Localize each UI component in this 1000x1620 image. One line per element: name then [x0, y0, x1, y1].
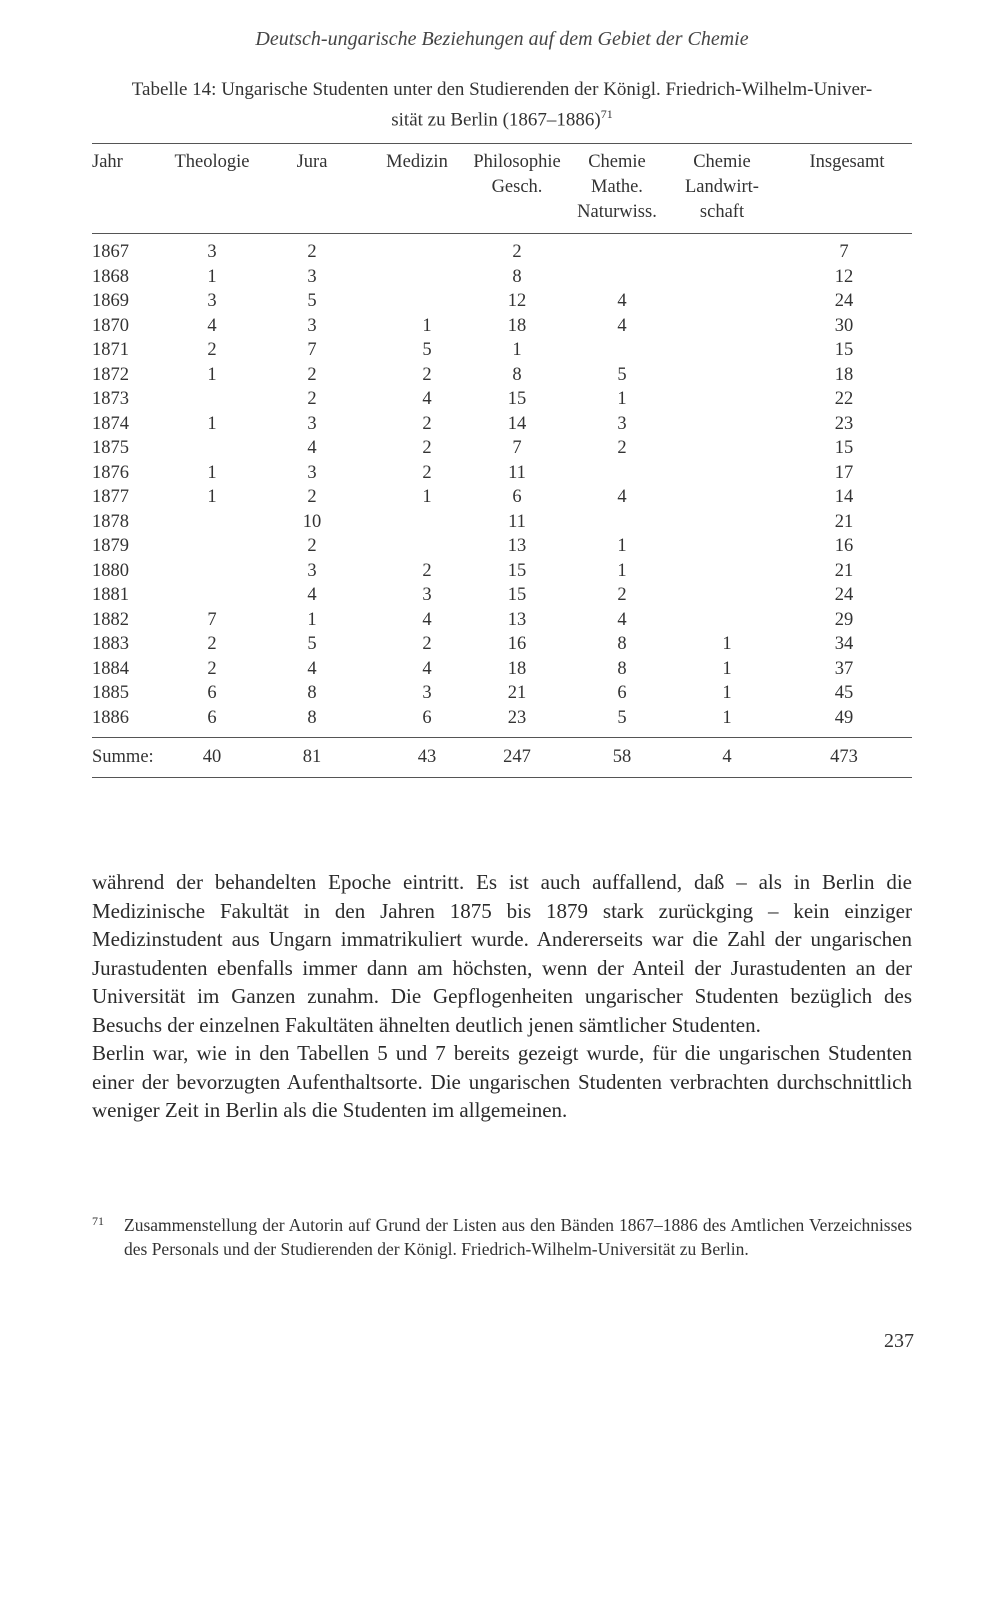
cell-theologie: 1	[207, 266, 217, 287]
table-row	[92, 681, 912, 706]
cell-philosophie: 15	[507, 560, 527, 581]
cell-theologie: 3	[207, 291, 217, 311]
cell-philosophie: 12	[507, 291, 527, 311]
cell-philosophie: 21	[507, 683, 527, 703]
sum-label: Summe:	[92, 747, 154, 767]
table-row	[92, 534, 912, 559]
footnote	[92, 1213, 912, 1261]
cell-jura: 3	[307, 413, 317, 434]
cell-insgesamt: 24	[834, 291, 854, 311]
cell-chemie-mathe: 1	[617, 389, 627, 409]
table-body	[92, 240, 912, 730]
cell-insgesamt: 45	[834, 683, 854, 703]
cell-jahr: 1886	[92, 707, 129, 728]
sum-row	[92, 745, 912, 770]
cell-jura: 2	[307, 389, 317, 409]
sum-philosophie: 247	[503, 747, 531, 767]
cell-theologie: 6	[207, 683, 217, 703]
table-row	[92, 559, 912, 584]
cell-insgesamt: 16	[834, 536, 854, 556]
header-theologie: Theologie	[174, 152, 250, 172]
cell-philosophie: 18	[507, 658, 527, 679]
body-paragraph-2: Berlin war, wie in den Tabellen 5 und 7 bereits gezeigt wurde, für die ungarischen Studenten einer der bevorzugten Aufenthaltsorte. Die ungarischen Studenten verbrachten durchschnittlich weniger Zeit in Berlin als die Studenten im allgemeinen.	[92, 1041, 912, 1122]
cell-chemie-mathe: 5	[617, 707, 627, 728]
cell-philosophie: 14	[507, 413, 527, 434]
cell-philosophie: 6	[512, 487, 522, 507]
cell-chemie-mathe: 1	[617, 560, 627, 581]
cell-jahr: 1873	[92, 389, 129, 409]
cell-jahr: 1885	[92, 683, 129, 703]
cell-chemie-mathe: 1	[617, 536, 627, 556]
cell-medizin: 2	[422, 560, 432, 581]
cell-insgesamt: 12	[834, 266, 854, 287]
cell-insgesamt: 15	[834, 340, 854, 360]
cell-theologie: 1	[207, 413, 217, 434]
cell-insgesamt: 21	[834, 511, 854, 532]
table-row	[92, 485, 912, 510]
cell-chemie-mathe: 3	[617, 413, 627, 434]
sum-insgesamt: 473	[830, 747, 858, 767]
cell-theologie: 1	[207, 364, 217, 385]
cell-chemie-mathe: 5	[617, 364, 627, 385]
cell-theologie: 1	[207, 487, 217, 507]
cell-medizin: 2	[422, 438, 432, 458]
cell-chemie-land: 1	[722, 658, 732, 679]
cell-insgesamt: 34	[834, 634, 854, 654]
cell-jahr: 1883	[92, 634, 129, 654]
cell-theologie: 1	[207, 462, 217, 483]
cell-chemie-mathe: 2	[617, 585, 627, 605]
cell-jahr: 1881	[92, 585, 129, 605]
table-row	[92, 510, 912, 535]
table-bottom-rule	[92, 777, 912, 778]
table-sum-rule	[92, 737, 912, 738]
caption-line-2-text: sität zu Berlin (1867–1886)	[391, 109, 601, 131]
cell-medizin: 4	[422, 658, 432, 679]
table-row	[92, 657, 912, 682]
cell-insgesamt: 18	[834, 364, 854, 385]
cell-jahr: 1869	[92, 291, 129, 311]
cell-jahr: 1872	[92, 364, 129, 385]
cell-jura: 5	[307, 291, 317, 311]
cell-insgesamt: 17	[834, 462, 854, 483]
cell-medizin: 2	[422, 413, 432, 434]
cell-philosophie: 7	[512, 438, 522, 458]
running-head: Deutsch-ungarische Beziehungen auf dem Gebiet der Chemie	[255, 28, 749, 50]
header-chemie-landwirtschaft	[672, 150, 772, 225]
cell-theologie: 4	[207, 315, 217, 336]
cell-chemie-mathe: 8	[617, 634, 627, 654]
cell-jahr: 1878	[92, 511, 129, 532]
cell-jahr: 1877	[92, 487, 129, 507]
cell-medizin: 6	[422, 707, 432, 728]
cell-chemie-land: 1	[722, 707, 732, 728]
cell-theologie: 2	[207, 340, 217, 360]
cell-philosophie: 11	[508, 462, 526, 483]
header-chemie-mathe-line-2: Mathe.	[591, 177, 643, 197]
cell-jahr: 1882	[92, 609, 129, 630]
table-row	[92, 314, 912, 339]
sum-theologie: 40	[202, 747, 222, 767]
cell-medizin: 1	[422, 487, 432, 507]
cell-jura: 8	[307, 683, 317, 703]
table-row	[92, 436, 912, 461]
cell-jura: 8	[307, 707, 317, 728]
cell-jahr: 1874	[92, 413, 129, 434]
table-row	[92, 265, 912, 290]
cell-medizin: 4	[422, 389, 432, 409]
cell-medizin: 4	[422, 609, 432, 630]
cell-philosophie: 8	[512, 364, 522, 385]
table-row	[92, 387, 912, 412]
cell-jahr: 1879	[92, 536, 129, 556]
cell-medizin: 3	[422, 585, 432, 605]
footnote-mark: 71	[92, 1214, 104, 1228]
table-header-rule	[92, 233, 912, 234]
header-medizin: Medizin	[386, 152, 448, 172]
cell-philosophie: 8	[512, 266, 522, 287]
header-philosophie	[462, 150, 572, 200]
sum-chemie-land: 4	[722, 747, 732, 767]
header-chemie-land-line-3: schaft	[699, 202, 745, 222]
header-philosophie-line-1: Philosophie	[473, 152, 561, 172]
cell-philosophie: 16	[507, 634, 527, 654]
cell-philosophie: 2	[512, 242, 522, 262]
cell-jura: 4	[307, 658, 317, 679]
table-row	[92, 363, 912, 388]
caption-line-1: Tabelle 14: Ungarische Studenten unter den Studierenden der Königl. Friedrich-Wilhelm-Univer-	[131, 79, 873, 100]
cell-jura: 3	[307, 462, 317, 483]
cell-jahr: 1871	[92, 340, 129, 360]
sum-jura: 81	[302, 747, 322, 767]
cell-theologie: 6	[207, 707, 217, 728]
body-text	[92, 868, 912, 1125]
cell-theologie: 2	[207, 658, 217, 679]
cell-philosophie: 11	[508, 511, 526, 532]
table-row	[92, 632, 912, 657]
cell-medizin: 1	[422, 315, 432, 336]
cell-chemie-mathe: 4	[617, 291, 627, 311]
cell-philosophie: 13	[507, 536, 527, 556]
cell-medizin: 5	[422, 340, 432, 360]
cell-philosophie: 15	[507, 389, 527, 409]
cell-insgesamt: 22	[834, 389, 854, 409]
table-row	[92, 608, 912, 633]
cell-chemie-land: 1	[722, 683, 732, 703]
header-jura: Jura	[296, 152, 328, 172]
table-sum-row	[92, 745, 912, 771]
cell-chemie-mathe: 4	[617, 609, 627, 630]
cell-jahr: 1875	[92, 438, 129, 458]
cell-medizin: 2	[422, 634, 432, 654]
caption-footnote-ref: 71	[600, 107, 613, 121]
cell-medizin: 2	[422, 364, 432, 385]
header-insgesamt: Insgesamt	[809, 152, 885, 172]
cell-insgesamt: 29	[834, 609, 854, 630]
cell-jura: 10	[302, 511, 322, 532]
cell-jura: 1	[307, 609, 317, 630]
cell-jura: 2	[307, 487, 317, 507]
cell-medizin: 3	[422, 683, 432, 703]
table-row	[92, 706, 912, 731]
table-row	[92, 289, 912, 314]
footnote-text: Zusammenstellung der Autorin auf Grund der Listen aus den Bänden 1867–1886 des Amtlichen Verzeichnisses des Personals und der Studierenden der Königl. Friedrich-Wilhelm-Universität zu Berlin.	[124, 1215, 912, 1259]
header-chemie-land-line-1: Chemie	[693, 152, 751, 172]
cell-jahr: 1867	[92, 242, 129, 262]
cell-philosophie: 23	[507, 707, 527, 728]
header-jahr: Jahr	[92, 152, 123, 172]
cell-jura: 2	[307, 536, 317, 556]
cell-jahr: 1868	[92, 266, 129, 287]
header-chemie-mathe-line-3: Naturwiss.	[577, 202, 657, 222]
cell-insgesamt: 15	[834, 438, 854, 458]
cell-insgesamt: 30	[834, 315, 854, 336]
cell-jahr: 1870	[92, 315, 129, 336]
cell-theologie: 3	[207, 242, 217, 262]
cell-insgesamt: 14	[834, 487, 854, 507]
sum-chemie-mathe: 58	[612, 747, 632, 767]
cell-jura: 2	[307, 242, 317, 262]
cell-chemie-mathe: 8	[617, 658, 627, 679]
cell-jura: 3	[307, 266, 317, 287]
page-number: 237	[884, 1330, 914, 1352]
table-row	[92, 240, 912, 265]
cell-insgesamt: 24	[834, 585, 854, 605]
cell-jura: 3	[307, 560, 317, 581]
cell-philosophie: 15	[507, 585, 527, 605]
cell-chemie-mathe: 4	[617, 315, 627, 336]
header-chemie-mathe	[567, 150, 667, 225]
cell-theologie: 2	[207, 634, 217, 654]
cell-philosophie: 13	[507, 609, 527, 630]
table-row	[92, 338, 912, 363]
cell-jura: 4	[307, 585, 317, 605]
cell-jura: 2	[307, 364, 317, 385]
table-row	[92, 412, 912, 437]
cell-philosophie: 18	[507, 315, 527, 336]
header-philosophie-line-2: Gesch.	[491, 177, 543, 197]
cell-insgesamt: 37	[834, 658, 854, 679]
cell-insgesamt: 23	[834, 413, 854, 434]
cell-chemie-mathe: 4	[617, 487, 627, 507]
cell-jura: 4	[307, 438, 317, 458]
cell-jura: 5	[307, 634, 317, 654]
table-row	[92, 583, 912, 608]
table-row	[92, 461, 912, 486]
cell-insgesamt: 21	[834, 560, 854, 581]
cell-jahr: 1884	[92, 658, 129, 679]
cell-chemie-land: 1	[722, 634, 732, 654]
table-caption	[92, 78, 912, 132]
body-paragraph-1: während der behandelten Epoche eintritt. Es ist auch auffallend, daß – als in Berlin die Medizinische Fakultät in den Jahren 1875 bis 1879 stark zurückging – kein einziger Medizinstudent aus Ungarn immatrikuliert wurde. Andererseits war die Zahl der ungarischen Jurastudenten ebenfalls immer dann am höchsten, wenn der Anteil der Jurastudenten an der Universität im Ganzen zunahm. Die Gepflogenheiten ungarischer Studenten bezüglich des Besuchs der einzelnen Fakultäten ähnelten deutlich jenen sämtlicher Studenten.	[92, 870, 912, 1037]
cell-medizin: 2	[422, 462, 432, 483]
table-top-rule	[92, 143, 912, 144]
cell-philosophie: 1	[512, 340, 522, 360]
cell-chemie-mathe: 6	[617, 683, 627, 703]
cell-insgesamt: 49	[834, 707, 854, 728]
cell-theologie: 7	[207, 609, 217, 630]
header-chemie-mathe-line-1: Chemie	[588, 152, 646, 172]
table-header	[92, 150, 912, 226]
sum-medizin: 43	[417, 747, 437, 767]
cell-insgesamt: 7	[839, 242, 849, 262]
cell-jura: 3	[307, 315, 317, 336]
cell-jura: 7	[307, 340, 317, 360]
caption-line-2	[92, 102, 912, 132]
cell-chemie-mathe: 2	[617, 438, 627, 458]
header-chemie-land-line-2: Landwirt-	[685, 177, 759, 197]
cell-jahr: 1876	[92, 462, 129, 483]
cell-jahr: 1880	[92, 560, 129, 581]
